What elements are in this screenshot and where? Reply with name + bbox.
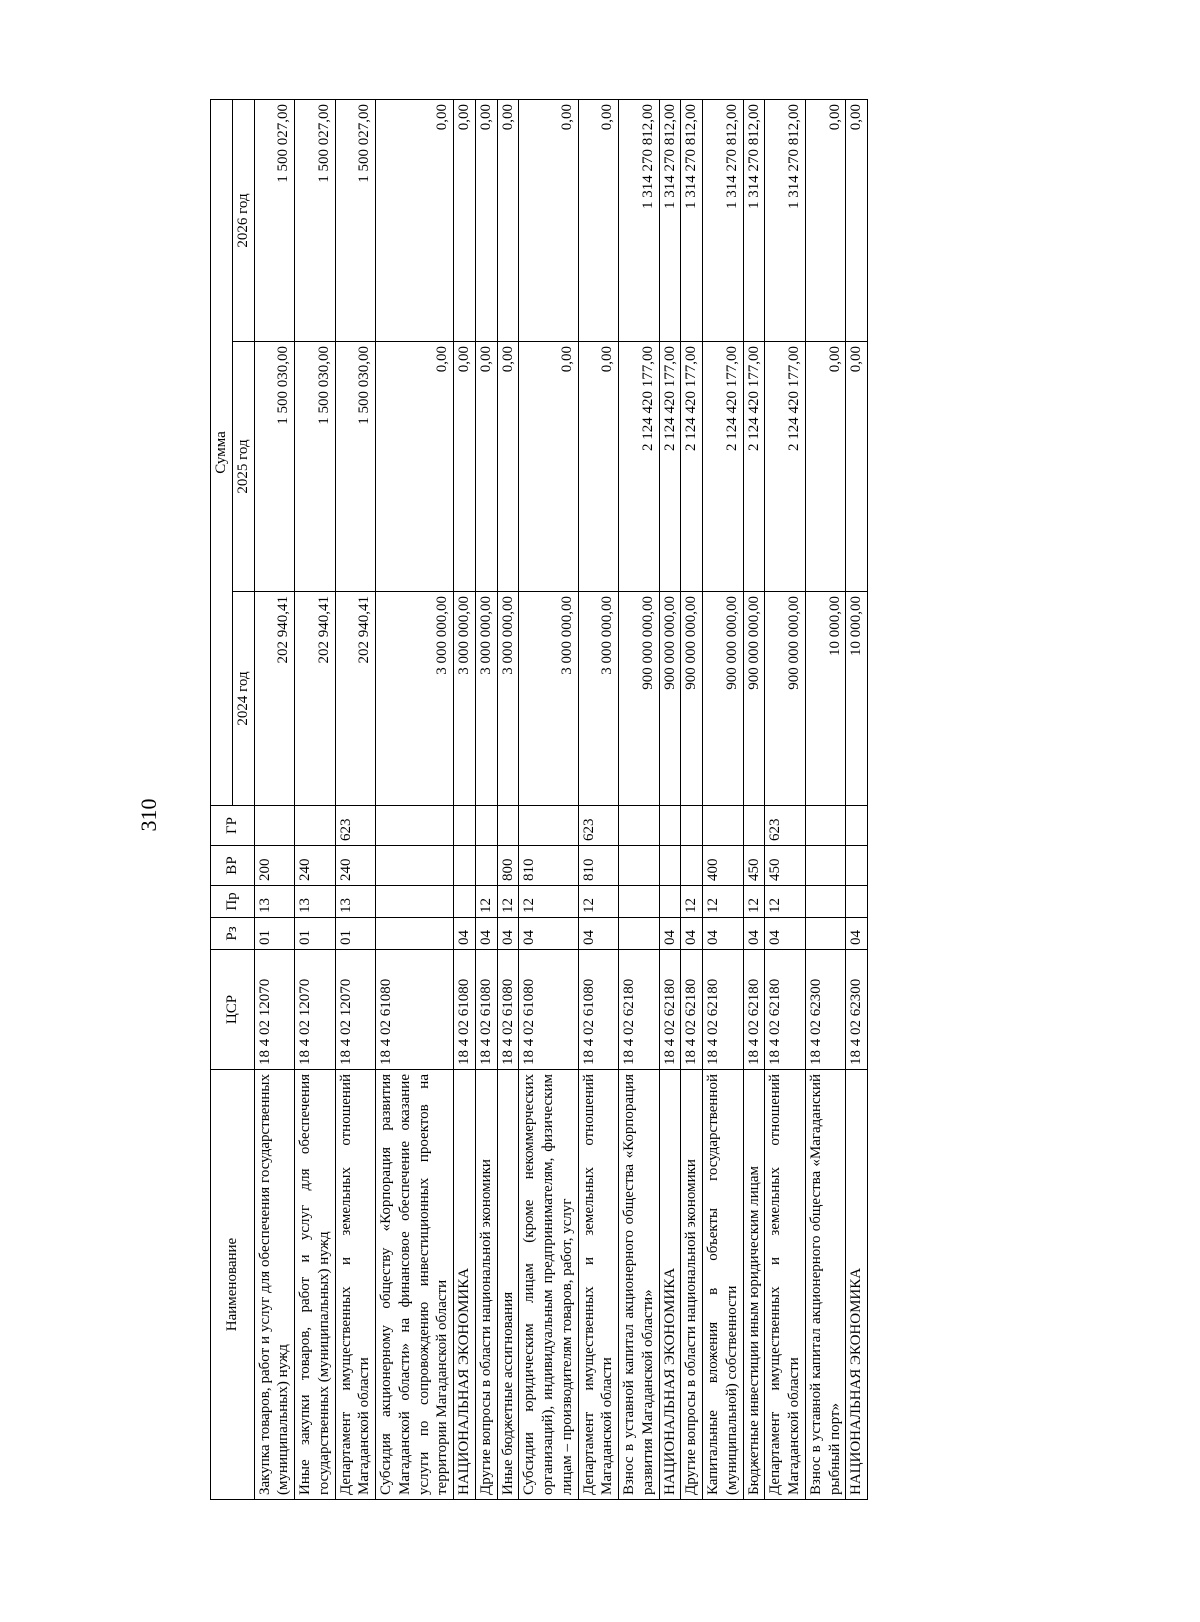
table-row	[846, 99, 868, 1499]
cell-rz	[805, 918, 846, 950]
cell-vr: 240	[295, 846, 336, 886]
cell-rz: 04	[703, 918, 744, 950]
cell-rz: 01	[254, 918, 295, 950]
cell-rz: 04	[519, 918, 578, 950]
cell-2024: 3 000 000,00	[578, 592, 619, 806]
header-pr: Пр	[211, 886, 255, 918]
cell-2026: 1 500 027,00	[254, 99, 295, 341]
cell-2025: 1 500 030,00	[295, 342, 336, 592]
cell-rz	[619, 918, 660, 950]
table-row	[497, 99, 519, 1499]
table-header	[211, 99, 255, 1499]
header-gr: ГР	[211, 806, 255, 846]
cell-pr: 12	[519, 886, 578, 918]
cell-name: Департамент имущественных и земельных отношений Магаданской области	[765, 1070, 806, 1500]
cell-vr	[475, 846, 497, 886]
budget-table-container	[210, 100, 1000, 1500]
cell-2026: 1 314 270 812,00	[765, 99, 806, 341]
cell-gr	[659, 806, 681, 846]
cell-2025: 1 500 030,00	[254, 342, 295, 592]
cell-name: Субсидии юридическим лицам (кроме некоммерческих организаций), индивидуальным предпринимателям, физическим лицам – производителям товаров, работ, услуг	[519, 1070, 578, 1500]
cell-gr	[454, 806, 476, 846]
cell-2024: 3 000 000,00	[497, 592, 519, 806]
cell-vr: 810	[519, 846, 578, 886]
cell-csr: 18 4 02 12070	[254, 950, 295, 1070]
cell-2026: 1 500 027,00	[335, 99, 376, 341]
cell-2024: 202 940,41	[254, 592, 295, 806]
cell-2025: 0,00	[475, 342, 497, 592]
cell-2026: 1 314 270 812,00	[659, 99, 681, 341]
cell-rz: 04	[454, 918, 476, 950]
cell-2026: 0,00	[578, 99, 619, 341]
cell-2024: 202 940,41	[335, 592, 376, 806]
cell-pr: 13	[295, 886, 336, 918]
cell-2026: 1 314 270 812,00	[703, 99, 744, 341]
cell-name: Другие вопросы в области национальной экономики	[475, 1070, 497, 1500]
cell-gr	[295, 806, 336, 846]
header-rz: Рз	[211, 918, 255, 950]
table-row	[295, 99, 336, 1499]
cell-vr: 240	[335, 846, 376, 886]
cell-pr: 12	[743, 886, 765, 918]
cell-gr	[846, 806, 868, 846]
cell-2025: 0,00	[454, 342, 476, 592]
cell-rz: 04	[475, 918, 497, 950]
table-row	[254, 99, 295, 1499]
cell-csr: 18 4 02 61080	[578, 950, 619, 1070]
cell-2024: 900 000 000,00	[681, 592, 703, 806]
cell-2025: 2 124 420 177,00	[619, 342, 660, 592]
cell-2025: 0,00	[519, 342, 578, 592]
header-2024: 2024 год	[232, 592, 254, 806]
cell-rz: 04	[659, 918, 681, 950]
cell-2024: 900 000 000,00	[703, 592, 744, 806]
cell-name: Закупка товаров, работ и услуг для обеспечения государственных (муниципальных) нужд	[254, 1070, 295, 1500]
cell-rz: 01	[335, 918, 376, 950]
cell-2024: 3 000 000,00	[519, 592, 578, 806]
cell-name: НАЦИОНАЛЬНАЯ ЭКОНОМИКА	[659, 1070, 681, 1500]
cell-rz: 04	[681, 918, 703, 950]
cell-pr: 13	[254, 886, 295, 918]
cell-2024: 900 000 000,00	[743, 592, 765, 806]
cell-2025: 2 124 420 177,00	[681, 342, 703, 592]
cell-csr: 18 4 02 61080	[475, 950, 497, 1070]
cell-2024: 10 000,00	[805, 592, 846, 806]
cell-gr	[254, 806, 295, 846]
cell-csr: 18 4 02 61080	[497, 950, 519, 1070]
cell-csr: 18 4 02 62180	[703, 950, 744, 1070]
cell-2025: 0,00	[497, 342, 519, 592]
cell-2024: 3 000 000,00	[376, 592, 454, 806]
cell-2026: 0,00	[519, 99, 578, 341]
cell-gr	[805, 806, 846, 846]
cell-2025: 0,00	[805, 342, 846, 592]
cell-2025: 0,00	[578, 342, 619, 592]
budget-table	[210, 99, 868, 1500]
cell-csr: 18 4 02 62180	[659, 950, 681, 1070]
cell-name: Иные бюджетные ассигнования	[497, 1070, 519, 1500]
cell-gr	[619, 806, 660, 846]
header-2026: 2026 год	[232, 99, 254, 341]
header-csr: ЦСР	[211, 950, 255, 1070]
cell-2024: 900 000 000,00	[765, 592, 806, 806]
cell-vr	[376, 846, 454, 886]
cell-2025: 0,00	[846, 342, 868, 592]
cell-vr	[659, 846, 681, 886]
cell-pr	[454, 886, 476, 918]
cell-vr: 800	[497, 846, 519, 886]
cell-pr	[376, 886, 454, 918]
header-name: Наименование	[211, 1070, 255, 1500]
cell-csr: 18 4 02 62180	[765, 950, 806, 1070]
cell-name: Субсидия акционерному обществу «Корпорация развития Магаданской области» на финансовое обеспечение оказание услуги по сопровождению инвестиционных проектов на территории Магаданской области	[376, 1070, 454, 1500]
table-body	[254, 99, 868, 1499]
cell-csr: 18 4 02 61080	[519, 950, 578, 1070]
cell-name: НАЦИОНАЛЬНАЯ ЭКОНОМИКА	[454, 1070, 476, 1500]
cell-2024: 3 000 000,00	[454, 592, 476, 806]
cell-pr: 12	[497, 886, 519, 918]
cell-pr	[659, 886, 681, 918]
cell-rz: 04	[578, 918, 619, 950]
cell-gr: 623	[335, 806, 376, 846]
cell-gr	[743, 806, 765, 846]
header-sum: Сумма	[211, 99, 233, 805]
cell-2026: 0,00	[376, 99, 454, 341]
cell-2025: 2 124 420 177,00	[703, 342, 744, 592]
cell-name: Департамент имущественных и земельных отношений Магаданской области	[578, 1070, 619, 1500]
cell-csr: 18 4 02 62180	[681, 950, 703, 1070]
table-row	[376, 99, 454, 1499]
cell-vr: 450	[743, 846, 765, 886]
header-vr: ВР	[211, 846, 255, 886]
cell-pr	[619, 886, 660, 918]
cell-csr: 18 4 02 62180	[743, 950, 765, 1070]
cell-2024: 10 000,00	[846, 592, 868, 806]
cell-2026: 0,00	[454, 99, 476, 341]
cell-2024: 202 940,41	[295, 592, 336, 806]
cell-2026: 0,00	[475, 99, 497, 341]
cell-2026: 1 314 270 812,00	[619, 99, 660, 341]
cell-vr: 450	[765, 846, 806, 886]
cell-csr: 18 4 02 12070	[335, 950, 376, 1070]
cell-2025: 0,00	[376, 342, 454, 592]
cell-gr: 623	[765, 806, 806, 846]
cell-vr: 200	[254, 846, 295, 886]
cell-2026: 1 314 270 812,00	[743, 99, 765, 341]
cell-gr	[475, 806, 497, 846]
table-row	[805, 99, 846, 1499]
cell-gr	[519, 806, 578, 846]
cell-vr	[805, 846, 846, 886]
table-row	[519, 99, 578, 1499]
cell-vr	[846, 846, 868, 886]
cell-2026: 1 314 270 812,00	[681, 99, 703, 341]
cell-rz: 04	[497, 918, 519, 950]
cell-2025: 2 124 420 177,00	[659, 342, 681, 592]
cell-2026: 0,00	[846, 99, 868, 341]
table-row	[454, 99, 476, 1499]
cell-pr: 12	[475, 886, 497, 918]
table-row	[475, 99, 497, 1499]
cell-name: Бюджетные инвестиции иным юридическим лицам	[743, 1070, 765, 1500]
cell-gr	[703, 806, 744, 846]
cell-name: Иные закупки товаров, работ и услуг для обеспечения государственных (муниципальных) нужд	[295, 1070, 336, 1500]
cell-pr	[846, 886, 868, 918]
cell-name: Взнос в уставной капитал акционерного общества «Корпорация развития Магаданской области»	[619, 1070, 660, 1500]
cell-2025: 2 124 420 177,00	[743, 342, 765, 592]
cell-vr: 810	[578, 846, 619, 886]
cell-2026: 1 500 027,00	[295, 99, 336, 341]
cell-csr: 18 4 02 12070	[295, 950, 336, 1070]
cell-csr: 18 4 02 61080	[454, 950, 476, 1070]
cell-vr	[619, 846, 660, 886]
cell-name: Другие вопросы в области национальной экономики	[681, 1070, 703, 1500]
cell-pr: 13	[335, 886, 376, 918]
cell-rz: 04	[846, 918, 868, 950]
cell-csr: 18 4 02 62300	[846, 950, 868, 1070]
cell-2024: 3 000 000,00	[475, 592, 497, 806]
cell-gr	[376, 806, 454, 846]
table-row	[578, 99, 619, 1499]
header-2025: 2025 год	[232, 342, 254, 592]
cell-2026: 0,00	[497, 99, 519, 341]
page-number: 310	[136, 798, 161, 832]
table-row	[619, 99, 660, 1499]
cell-rz: 04	[765, 918, 806, 950]
table-row	[335, 99, 376, 1499]
cell-pr: 12	[703, 886, 744, 918]
cell-csr: 18 4 02 62180	[619, 950, 660, 1070]
cell-gr	[681, 806, 703, 846]
cell-vr	[681, 846, 703, 886]
cell-vr	[454, 846, 476, 886]
table-row	[681, 99, 703, 1499]
cell-gr	[497, 806, 519, 846]
cell-csr: 18 4 02 62300	[805, 950, 846, 1070]
cell-2025: 1 500 030,00	[335, 342, 376, 592]
cell-pr: 12	[765, 886, 806, 918]
cell-name: Капитальные вложения в объекты государственной (муниципальной) собственности	[703, 1070, 744, 1500]
cell-name: НАЦИОНАЛЬНАЯ ЭКОНОМИКА	[846, 1070, 868, 1500]
table-row	[703, 99, 744, 1499]
cell-name: Взнос в уставной капитал акционерного общества «Магаданский рыбный порт»	[805, 1070, 846, 1500]
cell-vr: 400	[703, 846, 744, 886]
cell-name: Департамент имущественных и земельных отношений Магаданской области	[335, 1070, 376, 1500]
cell-pr: 12	[578, 886, 619, 918]
cell-pr	[805, 886, 846, 918]
cell-rz	[376, 918, 454, 950]
cell-pr: 12	[681, 886, 703, 918]
table-row	[743, 99, 765, 1499]
cell-2026: 0,00	[805, 99, 846, 341]
cell-rz: 04	[743, 918, 765, 950]
cell-2024: 900 000 000,00	[619, 592, 660, 806]
cell-rz: 01	[295, 918, 336, 950]
cell-gr: 623	[578, 806, 619, 846]
table-row	[659, 99, 681, 1499]
cell-2024: 900 000 000,00	[659, 592, 681, 806]
cell-2025: 2 124 420 177,00	[765, 342, 806, 592]
table-row	[765, 99, 806, 1499]
cell-csr: 18 4 02 61080	[376, 950, 454, 1070]
